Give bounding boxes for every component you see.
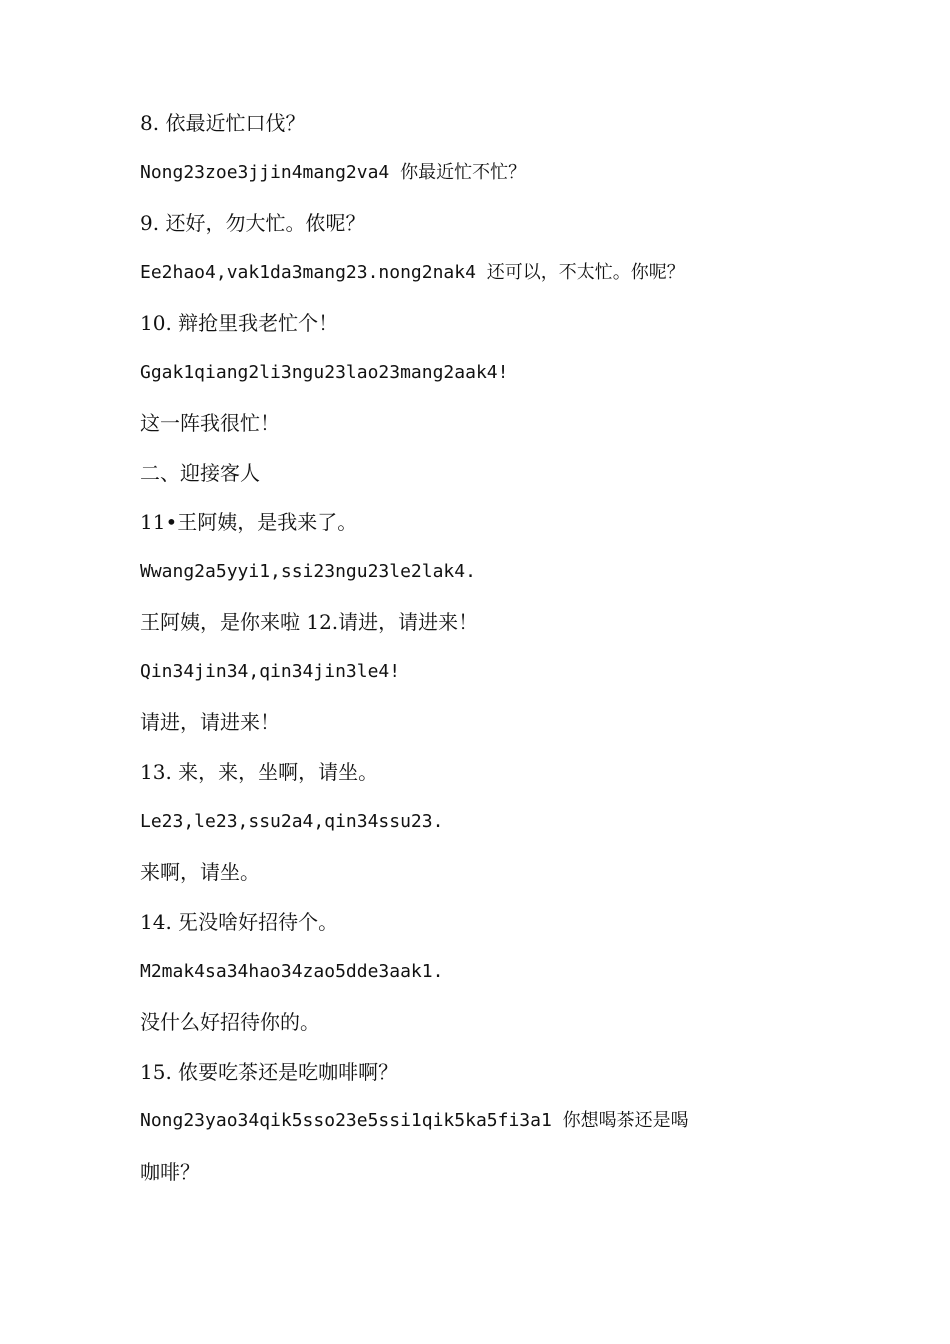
text-line-2: Nong23zoe3jjin4mang2va4 你最近忙不忙？ (140, 162, 527, 183)
text-line-3: 9. 还好，勿大忙。侬呢？ (140, 211, 366, 235)
text-line-15: Le23,le23,ssu2a4,qin34ssu23. (140, 811, 444, 832)
text-line-1: 8. 依最近忙口伐？ (140, 111, 306, 135)
text-line-12: Qin34jin34,qin34jin3le4! (140, 661, 401, 682)
section-heading: 二、迎接客人 (140, 461, 260, 485)
text-line-18: M2mak4sa34hao34zao5dde3aak1. (140, 961, 444, 982)
text-line-10: Wwang2a5yyi1,ssi23ngu23le2lak4. (140, 561, 476, 582)
text-line-4: Ee2hao4,vak1da3mang23.nong2nak4 还可以，不太忙。你呢？ (140, 262, 685, 283)
text-line-21: Nong23yao34qik5sso23e5ssi1qik5ka5fi3a1 你想喝茶还是喝 (140, 1110, 689, 1131)
text-line-14: 13. 来，来，坐啊，请坐。 (140, 760, 379, 784)
text-line-16: 来啊，请坐。 (140, 860, 260, 884)
text-line-13: 请进，请进来！ (140, 710, 280, 734)
text-line-7: 这一阵我很忙！ (140, 411, 280, 435)
text-line-17: 14. 旡没啥好招待个。 (140, 910, 339, 934)
text-line-6: Ggak1qiang2li3ngu23lao23mang2aak4! (140, 362, 509, 383)
text-line-5: 10. 辩抢里我老忙个！ (140, 311, 339, 335)
text-line-22: 咖啡？ (140, 1160, 200, 1184)
text-line-9: 11•王阿姨，是我来了。 (140, 510, 358, 534)
text-line-20: 15. 侬要吃茶还是吃咖啡啊？ (140, 1060, 399, 1084)
text-line-11: 王阿姨，是你来啦 12.请进，请进来！ (140, 610, 479, 634)
text-line-19: 没什么好招待你的。 (140, 1010, 320, 1034)
